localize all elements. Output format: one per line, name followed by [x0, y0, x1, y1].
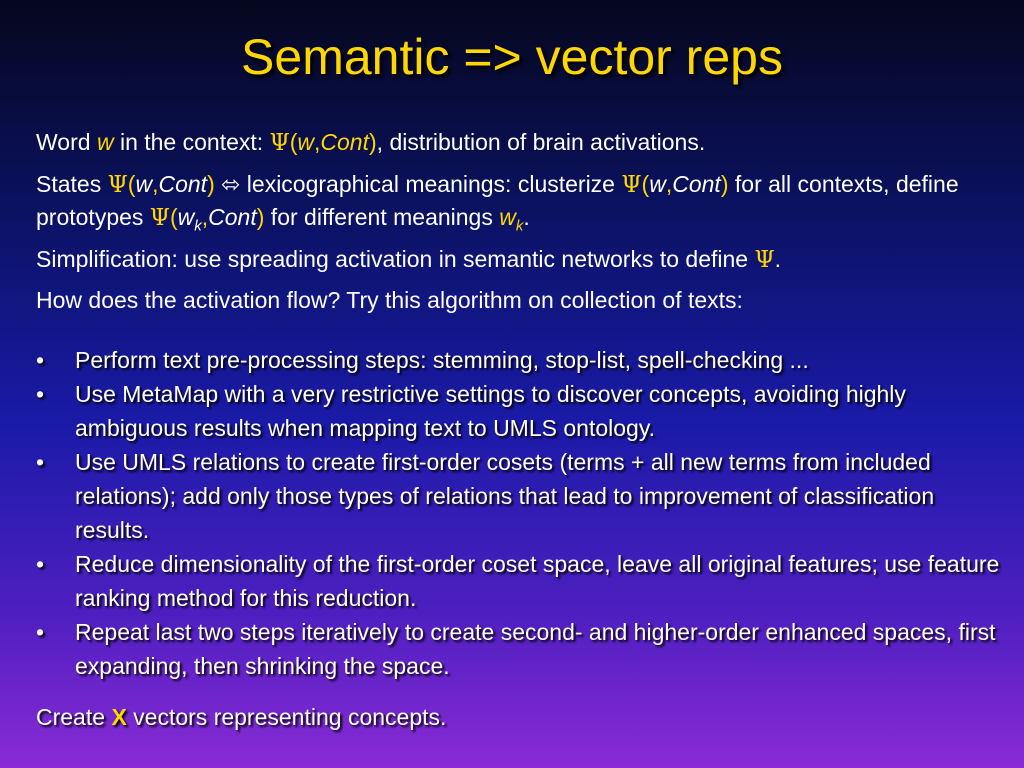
- list-item: [36, 445, 1006, 547]
- p1-a: Word: [36, 129, 97, 155]
- list-item: [36, 343, 1006, 377]
- create-vectors-line: [36, 700, 446, 734]
- psi-symbol: Ψ: [107, 172, 128, 198]
- paragraph-word-context: Word w in the context: Ψ(w,Cont), distribution of brain activations.: [36, 129, 706, 156]
- p2-cont2: Cont: [672, 171, 721, 197]
- p3-b: .: [774, 246, 782, 272]
- create-x: X: [111, 704, 127, 730]
- p1-w: w: [96, 129, 114, 155]
- psi-symbol: Ψ: [149, 205, 170, 231]
- p2-w: w: [135, 171, 153, 197]
- create-b: vectors representing concepts.: [126, 704, 447, 730]
- list-item: [36, 547, 1006, 615]
- p2-wk: w: [499, 204, 516, 230]
- bullet-icon: •: [36, 449, 45, 475]
- psi-symbol: Ψ: [621, 172, 642, 198]
- bullet-icon: •: [36, 381, 45, 407]
- bullet-icon: •: [36, 347, 45, 373]
- list-item-text: Use MetaMap with a very restrictive settings to discover concepts, avoiding highly ambiguous results when mapping text to UMLS ontology.: [75, 381, 906, 441]
- p2-cont: Cont: [158, 171, 208, 197]
- list-item: [36, 377, 1006, 445]
- p2-a: States: [36, 171, 108, 197]
- psi-symbol: Ψ: [754, 247, 775, 273]
- p1-c: , distribution of brain activations.: [376, 129, 706, 155]
- create-a: Create: [36, 704, 112, 730]
- paragraph-simplification: [36, 243, 996, 276]
- double-arrow-icon: ⬄: [214, 171, 247, 197]
- p2-cont3: Cont: [208, 204, 257, 230]
- p1-arg-w: w: [297, 129, 315, 155]
- bullet-icon: •: [36, 619, 45, 645]
- paragraph-states: States Ψ(w,Cont) ⬄ lexicographical meanings: clusterize Ψ(w,Cont) for all contexts, define prototypes $\Psi(w_k,Cont)$ for different meanings $w_k$.: [36, 171, 959, 235]
- p2-w3: w: [177, 204, 195, 230]
- psi-symbol: Ψ: [269, 130, 290, 156]
- p1-b: in the context:: [113, 129, 270, 155]
- p3-a: Simplification: use spreading activation in semantic networks to define: [36, 246, 755, 272]
- p2-b: lexicographical meanings: clusterize: [246, 171, 622, 197]
- p2-d: for different meanings: [264, 204, 500, 230]
- paragraph-activation-flow: How does the activation flow? Try this algorithm on collection of texts:: [36, 287, 743, 313]
- p2-w2: w: [649, 171, 666, 197]
- p2-k2: k: [515, 217, 524, 235]
- list-item-text: Perform text pre-processing steps: stemming, stop-list, spell-checking ...: [75, 347, 809, 373]
- p1-arg-cont: Cont: [320, 129, 369, 155]
- p2-k: k: [194, 217, 202, 235]
- list-item-text: Use UMLS relations to create first-order cosets (terms + all new terms from included relations); add only those types of relations that lead to improvement of classification results.: [75, 449, 935, 543]
- algorithm-steps-list: [36, 343, 1006, 683]
- slide-title: Semantic => vector reps: [241, 29, 783, 85]
- p2-c: for all contexts, define prototypes: [36, 171, 959, 230]
- bullet-icon: •: [36, 551, 45, 577]
- p2-e: .: [523, 204, 530, 230]
- list-item: [36, 615, 1006, 683]
- list-item-text: Repeat last two steps iteratively to create second- and higher-order enhanced spaces, first expanding, then shrinking the space.: [75, 619, 996, 679]
- list-item-text: Reduce dimensionality of the first-order coset space, leave all original features; use feature ranking method for this reduction.: [75, 551, 1000, 611]
